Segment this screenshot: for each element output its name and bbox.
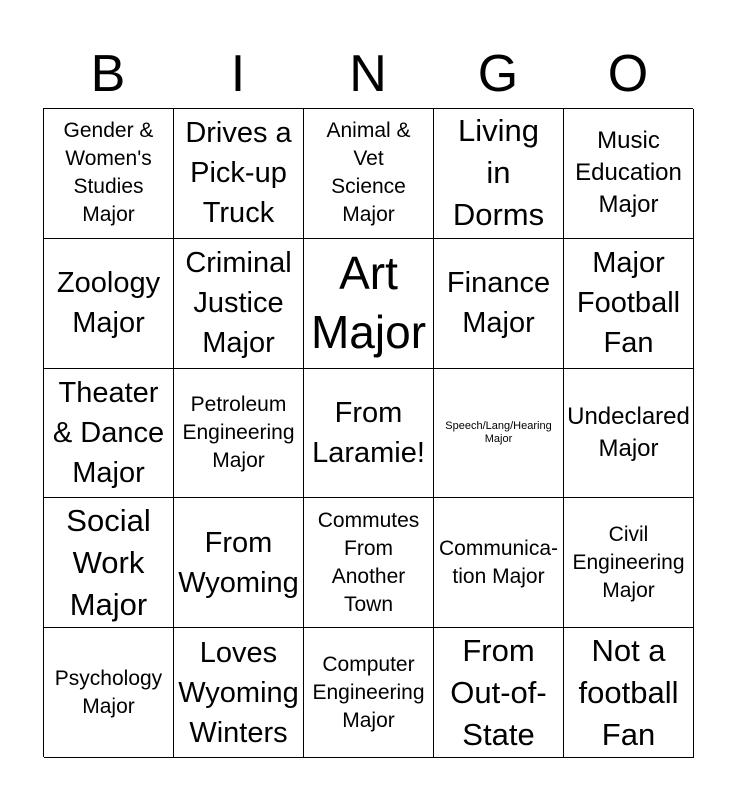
bingo-cell[interactable] [434,628,564,758]
bingo-cell-label: From Wyoming [178,526,299,599]
bingo-card-grid [43,108,693,757]
bingo-cell-label: From Out-of- State [450,632,547,752]
bingo-cell[interactable] [434,369,564,499]
bingo-cell[interactable] [174,239,304,369]
bingo-cell[interactable] [304,109,434,239]
bingo-cell[interactable] [564,109,694,239]
header-letter-n: N [349,45,387,103]
bingo-cell-label: Criminal Justice Major [185,247,292,360]
bingo-cell-label: Art Major [310,247,427,359]
bingo-cell-label: Zoology Major [56,267,161,340]
bingo-cell-label: Commutes From Another Town [317,508,420,616]
bingo-cell[interactable] [174,109,304,239]
bingo-header [43,40,693,108]
bingo-cell[interactable] [304,369,434,499]
bingo-cell-label: Social Work Major [66,502,151,622]
bingo-cell[interactable] [434,109,564,239]
bingo-cell[interactable] [174,628,304,758]
bingo-cell-label: Living in Dorms [452,113,545,233]
bingo-cell[interactable] [564,369,694,499]
bingo-cell[interactable] [44,109,174,239]
bingo-cell[interactable] [44,628,174,758]
bingo-cell[interactable] [174,498,304,628]
bingo-cell-label: Major Football Fan [576,247,681,360]
bingo-cell[interactable] [44,239,174,369]
header-letter-g: G [477,45,519,103]
bingo-cell-label: Animal & Vet Science Major [326,119,411,227]
bingo-cell[interactable] [564,239,694,369]
header-letter-o: O [607,45,649,103]
bingo-cell[interactable] [304,628,434,758]
bingo-cell-label: From Laramie! [312,396,425,469]
bingo-cell-label: Psychology Major [54,666,163,718]
bingo-cell-label: Loves Wyoming Winters [178,636,299,749]
bingo-cell[interactable] [44,369,174,499]
bingo-cell-label: Theater & Dance Major [52,376,165,489]
header-letter-b: B [90,45,126,103]
bingo-cell[interactable] [564,498,694,628]
header-letter-i: I [230,45,246,103]
bingo-cell[interactable] [174,369,304,499]
bingo-cell-label: Drives a Pick-up Truck [185,117,292,230]
bingo-cell[interactable] [434,498,564,628]
bingo-cell-label: Petroleum Engineering Major [182,392,295,472]
bingo-cell-label: Finance Major [446,267,551,340]
bingo-cell-label: Music Education Major [575,127,682,219]
bingo-cell-label: Gender & Women's Studies Major [63,119,154,227]
bingo-cell[interactable] [434,239,564,369]
bingo-cell-label: Undeclared Major [567,402,690,462]
bingo-cell[interactable] [44,498,174,628]
bingo-cell-label: Speech/Lang/Hearing Major [445,419,552,445]
bingo-cell[interactable] [304,239,434,369]
bingo-cell-label: Not a football Fan [578,632,679,752]
bingo-cell-label: Communica- tion Major [438,536,559,588]
bingo-cell[interactable] [564,628,694,758]
bingo-cell-label: Computer Engineering Major [312,652,425,732]
bingo-cell[interactable] [304,498,434,628]
bingo-cell-label: Civil Engineering Major [572,522,685,602]
